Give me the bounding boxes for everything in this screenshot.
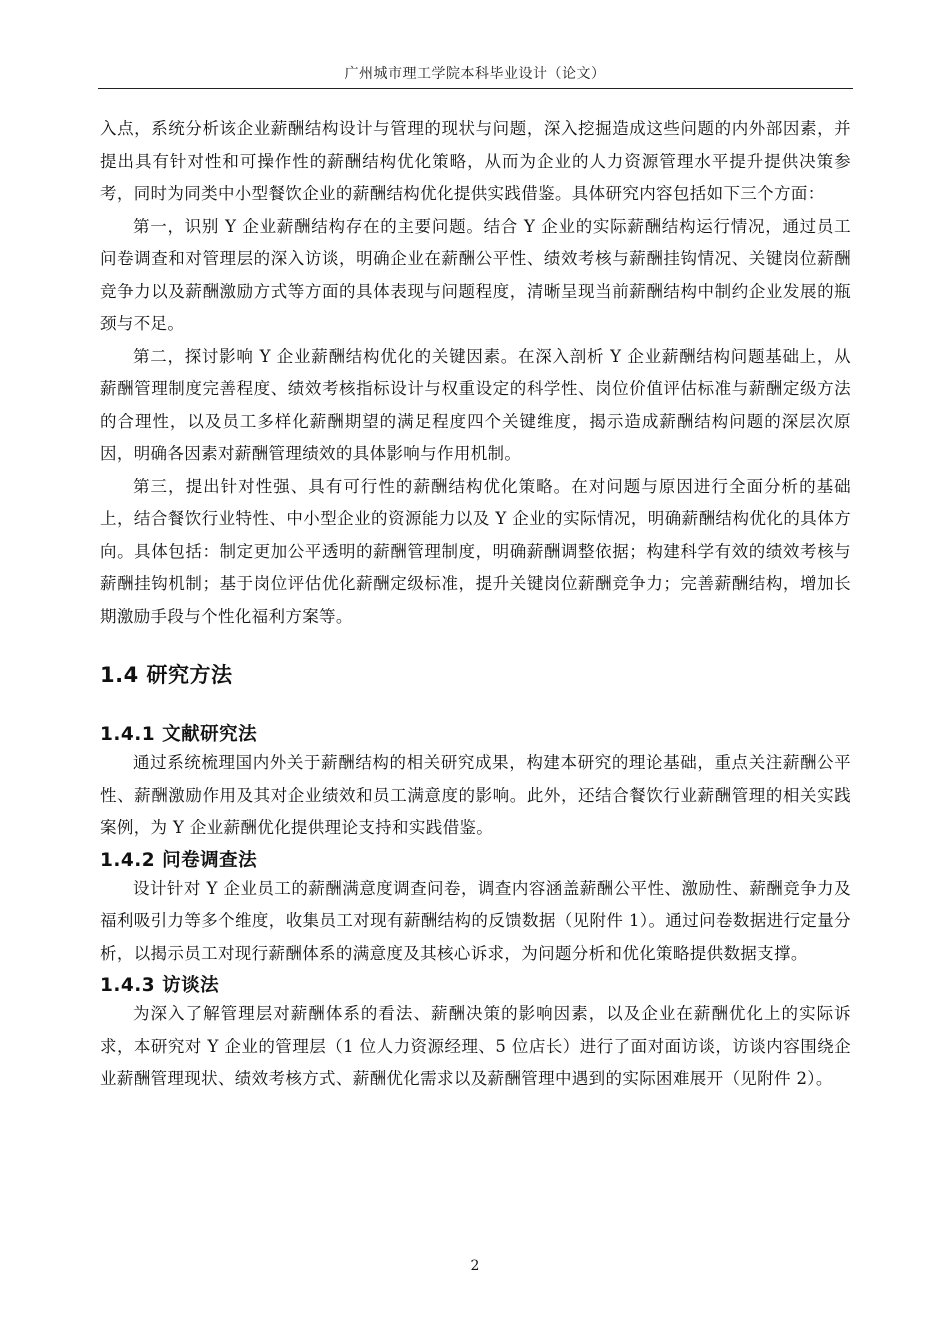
paragraph-questionnaire-survey: 设计针对 Y 企业员工的薪酬满意度调查问卷，调查内容涵盖薪酬公平性、激励性、薪酬竞争力及福利吸引力等多个维度，收集员工对现有薪酬结构的反馈数据（见附件 1）。通过问卷数据进行定量分析，以揭示员工对现行薪酬体系的满意度及其核心诉求，为问题分析和优化策略提供数据支撑。: [100, 878, 851, 963]
subsection-heading-interview: 1.4.3 访谈法: [100, 975, 220, 996]
paragraph-interview: 为深入了解管理层对薪酬体系的看法、薪酬决策的影响因素，以及企业在薪酬优化上的实际诉求，本研究对 Y 企业的管理层（1 位人力资源经理、5 位店长）进行了面对面访谈，访谈内容围绕企业薪酬管理现状、绩效考核方式、薪酬优化需求以及薪酬管理中遇到的实际困难展开（见附件 2）。: [100, 1004, 851, 1088]
subsection-heading-literature-research: 1.4.1 文献研究法: [100, 724, 258, 745]
subsection-heading-questionnaire-survey: 1.4.2 问卷调查法: [100, 849, 258, 871]
page-body: [100, 113, 851, 1096]
page-number: 2: [470, 1258, 480, 1274]
running-header: 广州城市理工学院本科毕业设计（论文）: [344, 66, 606, 82]
paragraph-literature-research: 通过系统梳理国内外关于薪酬结构的相关研究成果，构建本研究的理论基础，重点关注薪酬公平性、薪酬激励作用及其对企业绩效和员工满意度的影响。此外，还结合餐饮行业薪酬管理的相关实践案例，为 Y 企业薪酬优化提供理论支持和实践借鉴。: [100, 753, 851, 837]
section-heading-research-methods: 1.4 研究方法: [100, 663, 233, 687]
paragraph-third-point: 第三，提出针对性强、具有可行性的薪酬结构优化策略。在对问题与原因进行全面分析的基础上，结合餐饮行业特性、中小型企业的资源能力以及 Y 企业的实际情况，明确薪酬结构优化的具体方向。具体包括：制定更加公平透明的薪酬管理制度，明确薪酬调整依据；构建科学有效的绩效考核与薪酬挂钩机制；基于岗位评估优化薪酬定级标准，提升关键岗位薪酬竞争力；完善薪酬结构，增加长期激励手段与个性化福利方案等。: [100, 476, 851, 626]
paragraph-intro-continued: 入点，系统分析该企业薪酬结构设计与管理的现状与问题，深入挖掘造成这些问题的内外部因素，并提出具有针对性和可操作性的薪酬结构优化策略，从而为企业的人力资源管理水平提升提供决策参考，同时为同类中小型餐饮企业的薪酬结构优化提供实践借鉴。具体研究内容包括如下三个方面：: [100, 119, 851, 203]
paragraph-first-point: 第一，识别 Y 企业薪酬结构存在的主要问题。结合 Y 企业的实际薪酬结构运行情况，通过员工问卷调查和对管理层的深入访谈，明确企业在薪酬公平性、绩效考核与薪酬挂钩情况、关键岗位薪酬竞争力以及薪酬激励方式等方面的具体表现与问题程度，清晰呈现当前薪酬结构中制约企业发展的瓶颈与不足。: [100, 216, 851, 333]
paragraph-second-point: 第二，探讨影响 Y 企业薪酬结构优化的关键因素。在深入剖析 Y 企业薪酬结构问题基础上，从薪酬管理制度完善程度、绩效考核指标设计与权重设定的科学性、岗位价值评估标准与薪酬定级方法的合理性，以及员工多样化薪酬期望的满足程度四个关键维度，揭示造成薪酬结构问题的深层次原因，明确各因素对薪酬管理绩效的具体影响与作用机制。: [100, 346, 851, 463]
header-divider: [98, 88, 853, 89]
